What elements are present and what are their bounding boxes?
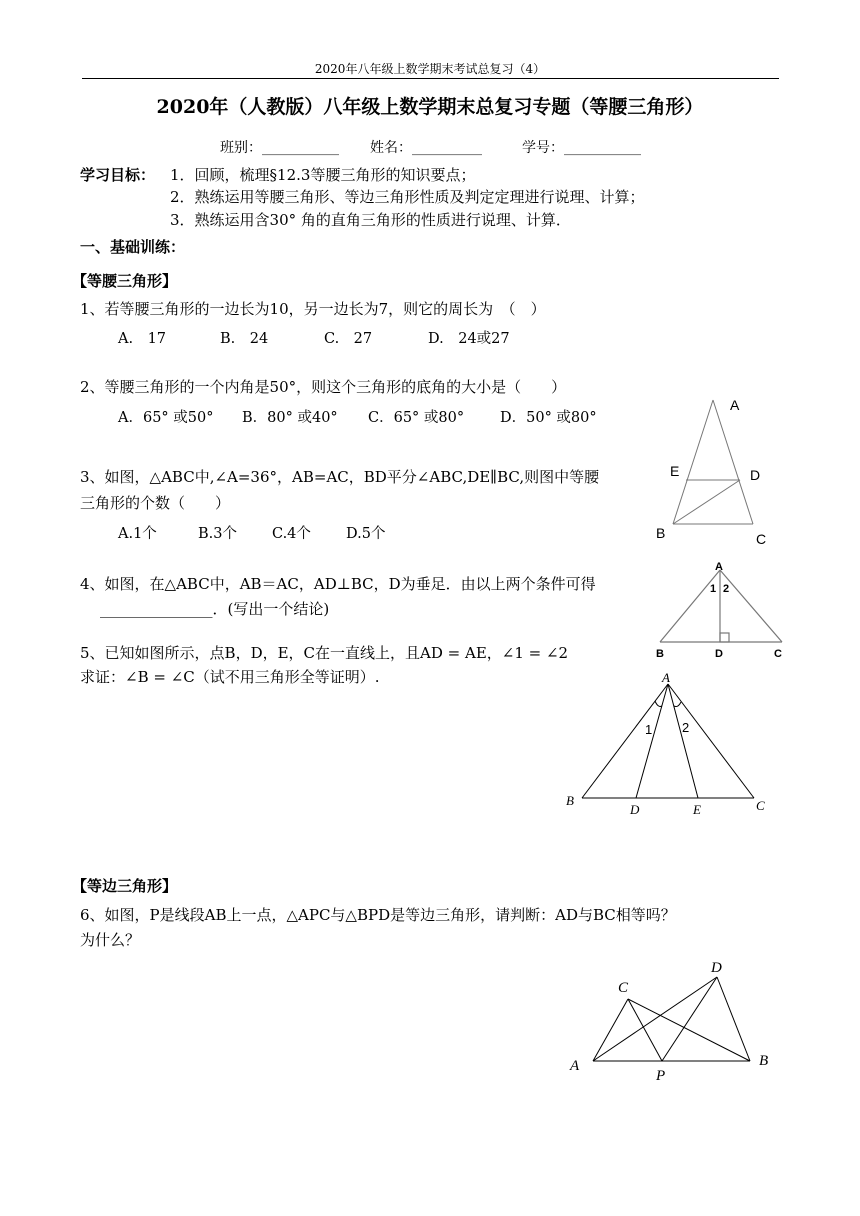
option-d: D. 24或27 — [428, 331, 510, 347]
goal-item: 1．回顾，梳理§12.3等腰三角形的知识要点； — [170, 166, 476, 184]
question-3: 3、如图，△ABC中,∠A=36°，AB=AC，BD平分∠ABC,DE∥BC,则图中等腰 — [80, 468, 600, 486]
question-1: 1、若等腰三角形的一边长为10，另一边长为7，则它的周长为 （ ） — [80, 300, 546, 318]
label-b: B — [656, 525, 666, 541]
label-p: P — [656, 1068, 666, 1084]
option-a: A.1个 — [118, 526, 157, 542]
option-c: C.4个 — [272, 526, 311, 542]
page-header: 2020年八年级上数学期末考试总复习（4） — [314, 62, 546, 76]
figure-q6 — [560, 950, 780, 1090]
section-heading: 一、基础训练： — [80, 238, 186, 256]
option-d: D.5个 — [346, 526, 386, 542]
goal-item: 2．熟练运用等腰三角形、等边三角形性质及判定定理进行说理、计算； — [170, 188, 645, 206]
label-e: E — [693, 802, 701, 817]
option-c: C．65° 或80° — [368, 410, 465, 426]
goal-item: 3．熟练运用含30° 角的直角三角形的性质进行说理、计算． — [170, 211, 571, 229]
goals-label: 学习目标： — [80, 166, 156, 184]
label-b: B — [656, 648, 664, 660]
label-a: A — [662, 670, 670, 685]
option-b: B.3个 — [198, 526, 237, 542]
label-d: D — [715, 648, 723, 660]
option-c: C. 27 — [324, 331, 373, 347]
label-b: B — [759, 1053, 769, 1069]
label-d: D — [750, 467, 761, 483]
label-e: E — [670, 463, 680, 479]
question-2: 2、等腰三角形的一个内角是50°，则这个三角形的底角的大小是（ ） — [80, 378, 567, 396]
label-c: C — [774, 648, 782, 660]
subsection-heading: 【等腰三角形】 — [72, 272, 178, 290]
label-angle-2: 2 — [682, 720, 690, 735]
label-angle-2: 2 — [723, 583, 730, 595]
question-4-cont: _______________．(写出一个结论) — [100, 600, 330, 618]
option-a: A．65° 或50° — [118, 410, 214, 426]
name-field: 姓名：__________ — [370, 140, 482, 156]
label-angle-1: 1 — [710, 583, 717, 595]
number-field: 学号：___________ — [522, 140, 641, 156]
label-a: A — [730, 397, 740, 413]
option-a: A. 17 — [118, 331, 167, 347]
label-a: A — [570, 1058, 580, 1074]
header-rule — [82, 78, 779, 79]
option-b: B. 24 — [220, 331, 269, 347]
question-5-cont: 求证：∠B = ∠C（试不用三角形全等证明）. — [80, 668, 380, 686]
question-3-cont: 三角形的个数（ ） — [80, 494, 231, 512]
label-a: A — [715, 561, 723, 573]
label-c: C — [756, 798, 765, 813]
question-6-cont: 为什么？ — [80, 931, 141, 949]
label-d: D — [630, 802, 640, 817]
label-angle-1: 1 — [645, 722, 653, 737]
label-d: D — [711, 960, 722, 976]
subsection-heading: 【等边三角形】 — [72, 877, 178, 895]
question-6: 6、如图，P是线段AB上一点，△APC与△BPD是等边三角形，请判断：AD与BC相等吗？ — [80, 906, 676, 924]
option-d: D．50° 或80° — [500, 410, 597, 426]
label-c: C — [618, 980, 629, 996]
option-b: B．80° 或40° — [242, 410, 338, 426]
figure-q5 — [560, 666, 775, 826]
figure-q4 — [652, 558, 792, 662]
figure-q3 — [650, 392, 780, 552]
class-field: 班别：___________ — [220, 140, 339, 156]
page-title: 2020年（人教版）八年级上数学期末总复习专题（等腰三角形） — [156, 96, 704, 118]
question-5: 5、已知如图所示，点B，D，E，C在一直线上，且AD = AE，∠1 = ∠2 — [80, 644, 569, 662]
label-b: B — [566, 793, 574, 808]
label-c: C — [756, 531, 767, 547]
question-4: 4、如图，在△ABC中，AB＝AC，AD⊥BC，D为垂足．由以上两个条件可得 — [80, 575, 596, 593]
